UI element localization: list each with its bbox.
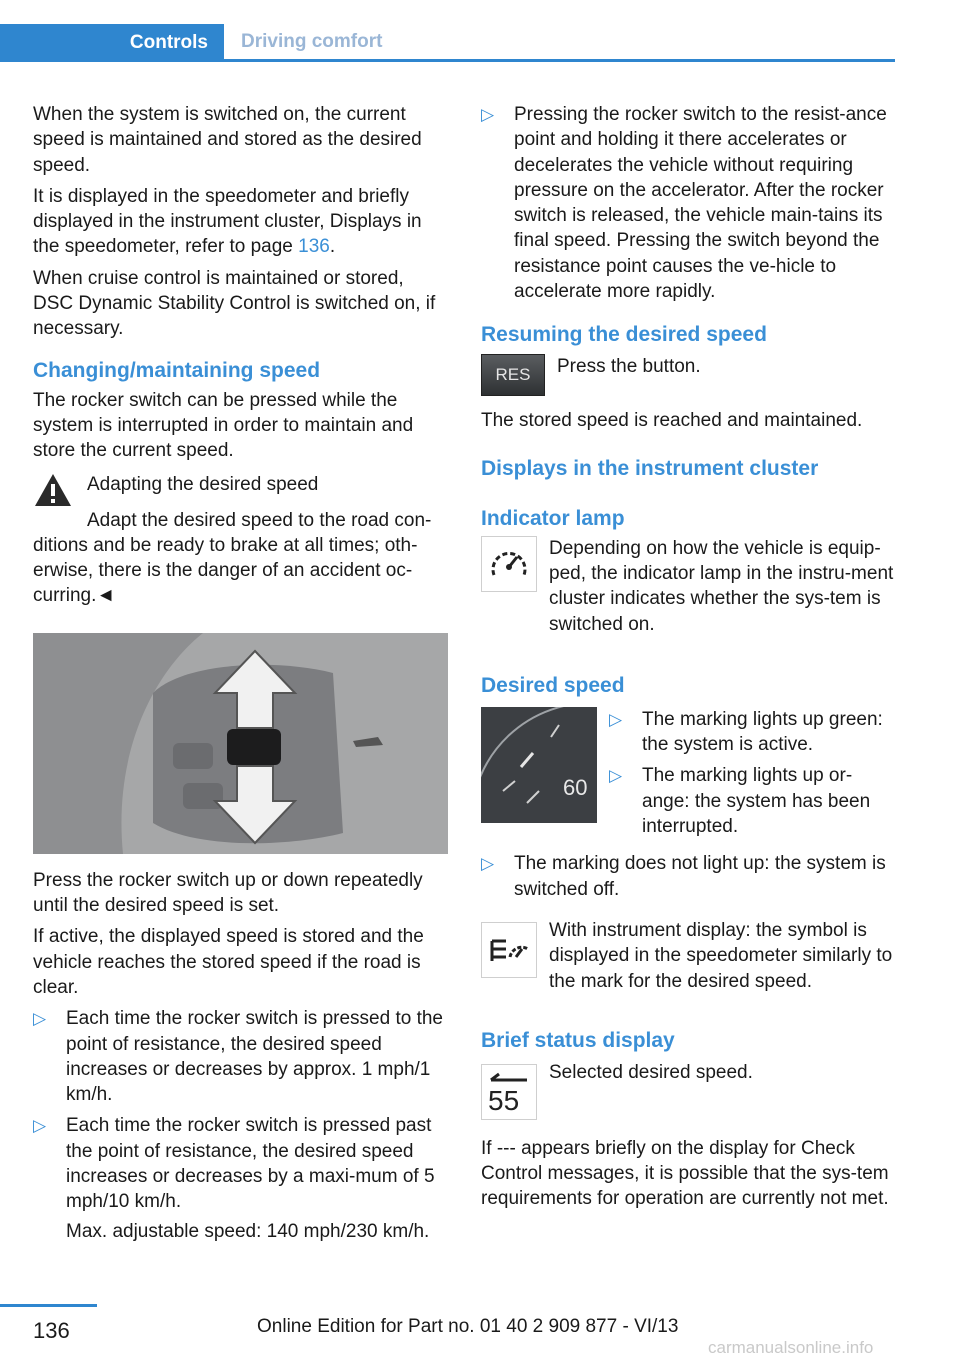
header-tabs — [0, 24, 895, 62]
paragraph-dsc: When cruise control is maintained or stored, DSC Dynamic Stability Control is switched on, if necessary. — [33, 267, 436, 340]
instrument-row — [481, 918, 897, 994]
bullet-triangle-icon: ▷ — [609, 709, 623, 729]
bullet-text: Pressing the rocker switch to the resist-ance point and holding it there accelerates or decelerates the vehicle without requiring pressure on the accelerator. After the rocker switch is released, the vehicle main-tains its final speed. Pressing the switch beyond the resistance point causes the ve-hicle to accelerate more rapidly. — [514, 104, 887, 303]
paragraph-system-on: When the system is switched on, the current speed is maintained and stored as the desired speed. — [33, 104, 422, 176]
tab-controls: Controls — [0, 24, 224, 62]
paragraph-displayed-end: . — [329, 236, 336, 258]
bullet-item — [481, 102, 897, 304]
bullet-item — [33, 1113, 449, 1214]
bullet-triangle-icon: ▷ — [33, 1009, 47, 1029]
indicator-row — [481, 536, 897, 637]
heading-desired-speed: Desired speed — [481, 673, 625, 697]
bullet-triangle-icon: ▷ — [481, 105, 495, 124]
paragraph-if-active: If active, the displayed speed is stored and the vehicle reaches the stored speed if the road is clear. — [33, 926, 424, 998]
heading-brief-status: Brief status display — [481, 1028, 675, 1052]
bullet-item — [609, 707, 897, 758]
bullet-item — [33, 1006, 449, 1107]
page-number: 136 — [33, 1318, 70, 1343]
bullet-triangle-icon: ▷ — [609, 766, 623, 786]
warning-triangle-icon — [33, 472, 73, 508]
warning-title: Adapting the desired speed — [87, 473, 319, 495]
desired-speed-row — [481, 707, 897, 845]
res-button-row — [481, 354, 897, 396]
steering-wheel-image — [33, 633, 448, 854]
heading-changing-speed: Changing/maintaining speed — [33, 358, 321, 382]
bullet-triangle-icon: ▷ — [481, 854, 495, 874]
bullet-item — [481, 851, 897, 902]
footer-rule — [0, 1304, 97, 1307]
paragraph-check-control: If --- appears briefly on the display for Check Control messages, it is possible that the sys-tem requirements for operation are currently not met. — [481, 1137, 889, 1210]
res-text: Press the button. — [557, 356, 701, 378]
indicator-text-first — [549, 536, 897, 637]
bullet-triangle-icon: ▷ — [33, 1116, 47, 1136]
paragraph-displayed-text: It is displayed in the speedometer and briefly displayed in the instrument cluster, Displays in the speedometer, refer to page — [33, 185, 422, 258]
warning-body: Adapt the desired speed to the road con-ditions and be ready to brake at all times; oth-erwise, there is the danger of an accident oc-curring.◄ — [33, 509, 432, 607]
heading-resume: Resuming the desired speed — [481, 323, 767, 347]
right-column — [481, 102, 897, 1212]
res-button-icon: RES — [481, 354, 545, 396]
rocker-switch-illustration — [33, 633, 448, 854]
paragraph-reached: The stored speed is reached and maintained. — [481, 410, 863, 432]
instrument-text: With instrument display: the symbol is displayed in the speedometer similarly to the mark for the desired speed. — [549, 919, 893, 992]
bullet-text: The marking lights up or-ange: the system has been interrupted. — [642, 765, 871, 838]
tab-driving-comfort: Driving comfort — [224, 24, 895, 62]
speedometer-image — [481, 707, 597, 823]
heading-indicator: Indicator lamp — [481, 506, 625, 530]
bullet-text: Each time the rocker switch is pressed past the point of resistance, the desired speed increases or decreases by a maxi-mum of 5 mph/10 km/h. — [66, 1115, 435, 1213]
bullet-text: The marking does not light up: the system is switched off. — [514, 853, 886, 900]
paragraph-rocker: The rocker switch can be pressed while the system is interrupted in order to maintain and store the current speed. — [33, 389, 414, 462]
brief-status-row — [481, 1060, 897, 1120]
gauge-number: 60 — [563, 774, 588, 800]
indicator-text: Depending on how the vehicle is equip-ped, the indicator lamp in the instru-ment cluster indicates whether the sys-tem is switched on. — [549, 537, 894, 635]
left-column — [33, 102, 449, 1244]
paragraph-press-rocker: Press the rocker switch up or down repeatedly until the desired speed is set. — [33, 869, 423, 917]
cruise-indicator-icon — [481, 536, 537, 592]
brief-status-icon — [481, 1064, 537, 1120]
page-link[interactable]: 136 — [298, 236, 330, 258]
brief-status-text: Selected desired speed. — [549, 1061, 753, 1083]
bullet-item — [609, 763, 897, 839]
bullet-text: The marking lights up green: the system is active. — [642, 708, 883, 756]
max-speed-note: Max. adjustable speed: 140 mph/230 km/h. — [66, 1220, 430, 1242]
edition-text: Online Edition for Part no. 01 40 2 909 877 - VI/13 — [257, 1316, 679, 1337]
warning-block — [33, 472, 449, 609]
brief-status-number: 55 — [488, 1084, 520, 1116]
paragraph-displayed — [33, 184, 449, 260]
watermark: carmanualsonline.info — [708, 1338, 874, 1357]
heading-displays: Displays in the instrument cluster — [481, 456, 819, 480]
bullet-text: Each time the rocker switch is pressed to the point of resistance, the desired speed increases or decreases by approx. 1 mph/1 km/h. — [66, 1008, 443, 1106]
cruise-symbol-icon — [481, 922, 537, 978]
